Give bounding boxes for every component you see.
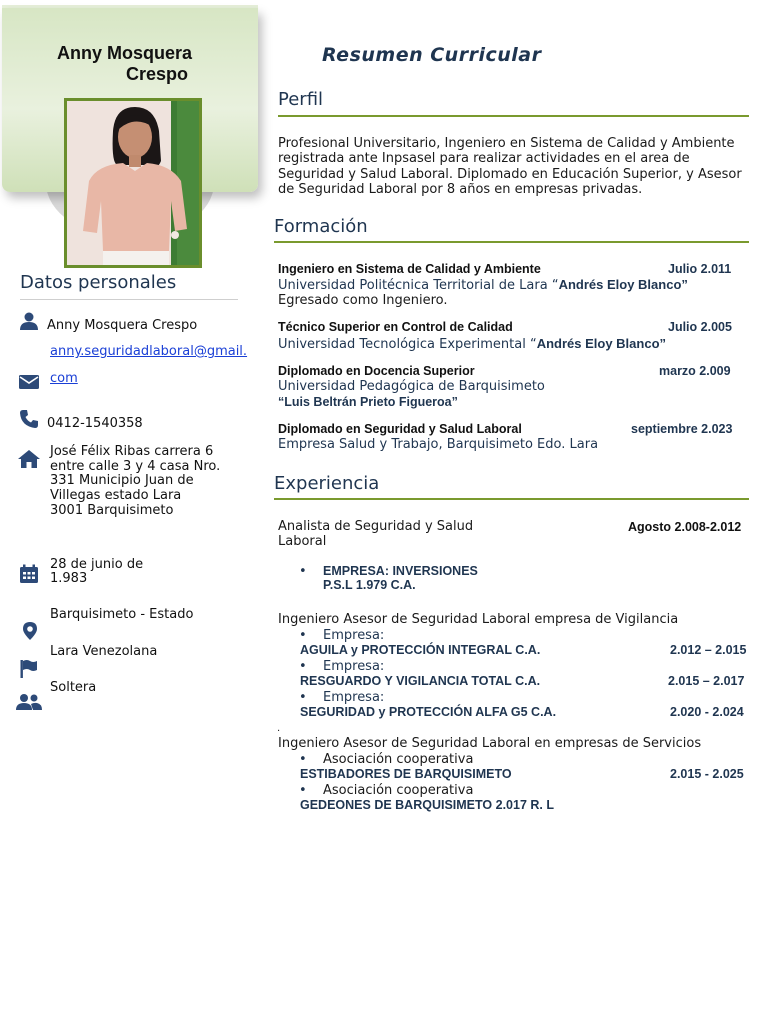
marital-status: Soltera xyxy=(50,680,97,695)
person-illustration xyxy=(67,101,199,265)
address-line-2: entre calle 3 y 4 casa Nro. xyxy=(50,459,221,474)
location-pin-icon xyxy=(20,621,40,641)
company-date: 2.020 - 2.024 xyxy=(670,705,744,719)
profile-photo xyxy=(64,98,202,268)
profile-line-3: Seguridad y Salud Laboral. Diplomado en Educación Superior, y Asesor xyxy=(278,167,742,182)
company-date: 2.015 – 2.017 xyxy=(668,674,745,688)
job-role: Ingeniero Asesor de Seguridad Laboral empresa de Vigilancia xyxy=(278,612,679,627)
degree-date: septiembre 2.023 xyxy=(631,422,733,436)
company-label: Empresa: xyxy=(323,690,385,705)
email-link[interactable]: anny.seguridadlaboral@gmail. xyxy=(50,344,248,359)
degree-note: Egresado como Ingeniero. xyxy=(278,293,448,308)
experience-rule xyxy=(274,498,749,500)
company-name: ESTIBADORES DE BARQUISIMETO xyxy=(300,767,512,781)
company-label: Empresa: xyxy=(323,628,385,643)
job-date: Agosto 2.008-2.012 xyxy=(628,520,742,534)
profile-heading: Perfil xyxy=(278,89,324,110)
bullet: • xyxy=(299,690,307,705)
stray-dot: . xyxy=(277,723,281,734)
personal-data-title: Datos personales xyxy=(20,272,177,293)
name-line-1: Anny Mosquera xyxy=(57,43,193,63)
degree-title: Ingeniero en Sistema de Calidad y Ambiente xyxy=(278,262,541,276)
birth-date-line-1: 28 de junio de xyxy=(50,557,144,572)
home-icon xyxy=(17,449,41,469)
phone-number: 0412-1540358 xyxy=(47,416,143,431)
birth-date-line-2: 1.983 xyxy=(50,571,88,586)
institution: Empresa Salud y Trabajo, Barquisimeto Edo. Lara xyxy=(278,437,599,452)
address-line-1: José Félix Ribas carrera 6 xyxy=(50,444,214,459)
experience-heading: Experiencia xyxy=(274,473,380,494)
profile-rule xyxy=(278,115,749,117)
company-line-1: EMPRESA: INVERSIONES xyxy=(323,564,478,578)
profile-line-1: Profesional Universitario, Ingeniero en Sistema de Calidad y Ambiente xyxy=(278,136,735,151)
people-icon xyxy=(16,692,42,712)
job-role-line-2: Laboral xyxy=(278,534,327,549)
degree-title: Técnico Superior en Control de Calidad xyxy=(278,320,513,334)
profile-line-2: registrada ante Inpsasel para realizar actividades en el area de xyxy=(278,151,690,166)
company-label: Empresa: xyxy=(323,659,385,674)
bullet: • xyxy=(299,783,307,798)
education-heading: Formación xyxy=(274,216,368,237)
bullet: • xyxy=(299,752,307,767)
name-line-2: Crespo xyxy=(126,64,189,84)
company-date: 2.015 - 2.025 xyxy=(670,767,744,781)
job-role: Ingeniero Asesor de Seguridad Laboral en empresas de Servicios xyxy=(278,736,702,751)
calendar-icon xyxy=(19,564,39,584)
company-label: Asociación cooperativa xyxy=(323,783,474,798)
address-line-5: 3001 Barquisimeto xyxy=(50,503,174,518)
profile-line-4: de Seguridad Laboral por 8 años en empresas privadas. xyxy=(278,182,643,197)
degree-date: Julio 2.011 xyxy=(668,262,732,276)
address-line-4: Villegas estado Lara xyxy=(50,488,182,503)
company-name: SEGURIDAD y PROTECCIÓN ALFA G5 C.A. xyxy=(300,705,557,719)
flag-icon xyxy=(19,659,39,679)
person-icon xyxy=(19,311,39,331)
institution: Universidad Politécnica Territorial de Lara “Andrés Eloy Blanco” xyxy=(278,277,688,293)
institution-name: “Luis Beltrán Prieto Figueroa” xyxy=(278,395,458,409)
personal-divider xyxy=(20,299,238,300)
birth-place-line-1: Barquisimeto - Estado xyxy=(50,607,194,622)
personal-name: Anny Mosquera Crespo xyxy=(47,318,198,333)
email-link-continued[interactable]: com xyxy=(50,371,78,386)
education-rule xyxy=(274,241,749,243)
envelope-icon xyxy=(18,373,40,391)
job-role-line-1: Analista de Seguridad y Salud xyxy=(278,519,474,534)
company-line-2: P.S.L 1.979 C.A. xyxy=(323,578,416,592)
degree-title: Diplomado en Docencia Superior xyxy=(278,364,475,378)
company-name: GEDEONES DE BARQUISIMETO 2.017 R. L xyxy=(300,798,554,812)
institution: Universidad Pedagógica de Barquisimeto xyxy=(278,379,545,394)
company-label: Asociación cooperativa xyxy=(323,752,474,767)
degree-title: Diplomado en Seguridad y Salud Laboral xyxy=(278,422,522,436)
degree-date: marzo 2.009 xyxy=(659,364,731,378)
phone-icon xyxy=(19,409,39,429)
birth-place-line-2: Lara Venezolana xyxy=(50,644,158,659)
bullet: • xyxy=(299,564,307,579)
document-title: Resumen Curricular xyxy=(322,44,542,66)
institution: Universidad Tecnológica Experimental “Andrés Eloy Blanco” xyxy=(278,336,667,352)
degree-date: Julio 2.005 xyxy=(668,320,732,334)
company-name: AGUILA y PROTECCIÓN INTEGRAL C.A. xyxy=(300,643,541,657)
company-date: 2.012 – 2.015 xyxy=(670,643,747,657)
address-line-3: 331 Municipio Juan de xyxy=(50,473,194,488)
bullet: • xyxy=(299,659,307,674)
company-name: RESGUARDO Y VIGILANCIA TOTAL C.A. xyxy=(300,674,541,688)
bullet: • xyxy=(299,628,307,643)
